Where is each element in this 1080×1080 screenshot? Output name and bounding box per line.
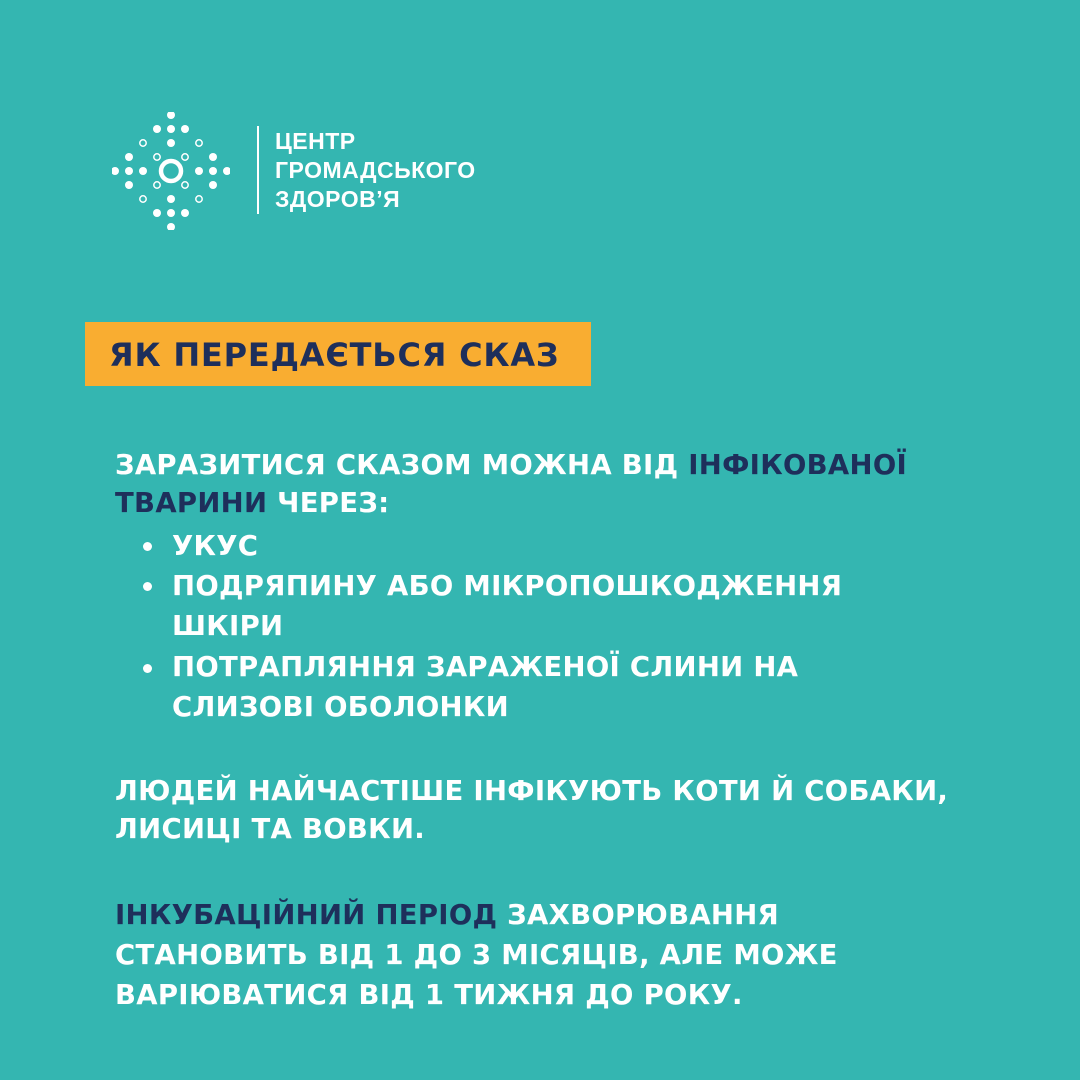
logo-dot [167,195,175,203]
logo-dot [140,140,146,146]
logo-dot [196,140,202,146]
logo-line-2: ГРОМАДСЬКОГО [275,157,476,183]
logo-dot [153,209,161,217]
intro-text-end: ЧЕРЕЗ: [267,487,390,519]
logo-dot [167,112,175,119]
logo-dot [182,154,188,160]
bullet-item-saliva-line-1: ПОТРАПЛЯННЯ ЗАРАЖЕНОЇ СЛИНИ НА [172,651,799,683]
incubation-text: ЗАХВОРЮВАННЯ [497,899,780,931]
animals-line-1: ЛЮДЕЙ НАЙЧАСТІШЕ ІНФІКУЮТЬ КОТИ Й СОБАКИ, [115,775,949,807]
incubation-line-1 [115,894,779,936]
logo-dot [181,125,189,133]
logo-dot [139,167,147,175]
logo-dot [209,167,217,175]
bullet-dot [143,582,152,591]
bullet-item-saliva-line-2: СЛИЗОВІ ОБОЛОНКИ [172,691,509,723]
logo-dot [112,167,119,175]
logo-text [275,127,476,214]
intro-text: ЗАРАЗИТИСЯ СКАЗОМ МОЖНА ВІД [115,449,689,481]
logo-dot [196,196,202,202]
logo-dot [125,153,133,161]
logo-dot [209,181,217,189]
logo-dot [154,154,160,160]
incubation-highlight: ІНКУБАЦІЙНИЙ ПЕРІОД [115,899,498,931]
logo-dot [195,167,203,175]
logo-dot [181,209,189,217]
animals-line-2: ЛИСИЦІ ТА ВОВКИ. [115,813,426,845]
logo-line-1: ЦЕНТР [275,128,356,154]
logo-dot [167,209,175,217]
title-banner [85,322,591,386]
logo-dot [125,167,133,175]
logo-divider [257,126,259,214]
logo-dot [125,181,133,189]
incubation-line-3: ВАРІЮВАТИСЯ ВІД 1 ТИЖНЯ ДО РОКУ. [115,979,743,1011]
logo-dot [167,125,175,133]
intro-line-1 [115,444,907,486]
intro-line-2 [115,482,389,524]
logo-dot [140,196,146,202]
logo-center-ring [161,161,181,181]
logo-dot [209,153,217,161]
bullet-item-scratch-line-2: ШКІРИ [172,610,284,642]
logo-line-3: ЗДОРОВ’Я [275,186,401,212]
logo-dot [167,223,175,230]
bullet-item-bite: УКУС [172,530,259,562]
logo-dot [153,125,161,133]
dotted-diamond-logo-icon [112,112,230,230]
intro-highlight-animal: ТВАРИНИ [115,487,268,519]
logo-dot [154,182,160,188]
logo-dot [182,182,188,188]
bullet-dot [143,664,152,673]
page-title: ЯК ПЕРЕДАЄТЬСЯ СКАЗ [109,336,560,374]
bullet-dot [143,542,152,551]
intro-highlight-infected: ІНФІКОВАНОЇ [688,449,908,481]
logo-dot [167,139,175,147]
incubation-line-2: СТАНОВИТЬ ВІД 1 ДО 3 МІСЯЦІВ, АЛЕ МОЖЕ [115,939,838,971]
bullet-item-scratch-line-1: ПОДРЯПИНУ АБО МІКРОПОШКОДЖЕННЯ [172,570,843,602]
logo-dot [223,167,230,175]
